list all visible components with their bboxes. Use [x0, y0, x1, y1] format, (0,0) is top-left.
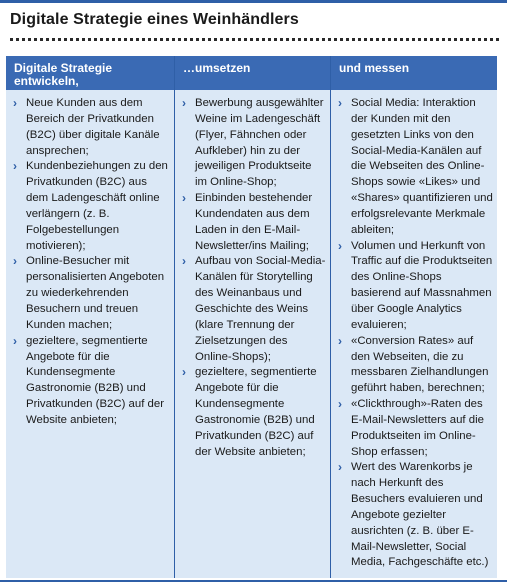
- chevron-right-icon: ›: [13, 254, 17, 269]
- item-list: [12, 96, 170, 429]
- chevron-right-icon: ›: [182, 365, 186, 380]
- chevron-right-icon: ›: [13, 96, 17, 110]
- list-item: › Social Media: Interaktion der Kunden mit den gesetzten Links von den Social-Media-Kanälen auf die Webseiten des Online-Shops sowie «Likes» und «Shares» quantifizieren und erfolgsrelevante Merkmale ableiten;: [338, 96, 493, 236]
- chevron-right-icon: ›: [338, 96, 342, 110]
- list-item: › Bewerbung ausgewählter Weine im Ladengeschäft (Flyer, Fähnchen oder Aufkleber) hin zu der jeweiligen Produktseite im Online-Shop;: [182, 96, 324, 189]
- chevron-right-icon: ›: [338, 460, 342, 475]
- list-item: › «Clickthrough»-Raten des E-Mail-Newsletters auf die Produktseiten im Online-Shop erfassen;: [338, 397, 484, 458]
- chevron-right-icon: ›: [338, 397, 342, 412]
- chevron-right-icon: ›: [13, 159, 17, 174]
- dotted-divider: [10, 38, 499, 41]
- list-item: › gezieltere, segmentierte Angebote für die Kundensegmente Gastronomie (B2B) und Privatkunden (B2C) auf der Website anbieten;: [182, 365, 317, 458]
- list-item: › «Conversion Rates» auf den Webseiten, die zu messbaren Zielhandlungen geführt haben, berechnen;: [338, 333, 489, 395]
- list-item: › Online-Besucher mit personalisierten Angeboten zu wiederkehrenden Besuchern und treuen Kunden machen;: [13, 254, 165, 331]
- chevron-right-icon: ›: [182, 254, 186, 269]
- chevron-right-icon: ›: [182, 191, 186, 206]
- column-header: und messen: [339, 61, 410, 75]
- list-item: › Kundenbeziehungen zu den Privatkunden (B2C) aus dem Ladengeschäft online verlängern (z. B. Folgebestellungen motivieren);: [13, 159, 168, 252]
- list-item: › Volumen und Herkunft von Traffic auf die Produktseiten des Online-Shops basierend auf Massnahmen über Google Analytics evaluieren;: [338, 238, 493, 331]
- column-header: …umsetzen: [183, 61, 251, 75]
- chevron-right-icon: ›: [338, 238, 342, 253]
- column-header: Digitale Strategie entwickeln,: [14, 61, 113, 88]
- list-item: › Einbinden bestehender Kundendaten aus dem Laden in den E-Mail-Newsletter/ins Mailing;: [182, 191, 313, 252]
- column-divider-2: [330, 56, 331, 578]
- chevron-right-icon: ›: [338, 333, 342, 348]
- item-list: [337, 96, 493, 571]
- list-item: › Aufbau von Social-Media-Kanälen für Storytelling des Weinanbaus und Geschichte des Weins (klare Trennung der Zielsetzungen des Online-Shops);: [182, 254, 326, 363]
- list-item: › Wert des Warenkorbs je nach Herkunft des Besuchers evaluieren und Angebote gezielter ausrichten (z. B. über E-Mail-Newsletter, Social Media, Fachgeschäfte etc.): [338, 460, 489, 569]
- item-list: [181, 96, 326, 460]
- top-rule: [0, 0, 507, 3]
- list-item: › Neue Kunden aus dem Bereich der Privatkunden (B2C) über digitale Kanäle ansprechen;: [13, 96, 160, 157]
- column-divider-1: [174, 56, 175, 578]
- page-title: Digitale Strategie eines Weinhändlers: [10, 11, 299, 28]
- list-item: › gezieltere, segmentierte Angebote für die Kundensegmente Gastronomie (B2B) und Privatkunden (B2C) auf der Website anbieten;: [13, 333, 165, 426]
- bottom-rule: [0, 580, 507, 582]
- chevron-right-icon: ›: [182, 96, 186, 110]
- chevron-right-icon: ›: [13, 333, 17, 348]
